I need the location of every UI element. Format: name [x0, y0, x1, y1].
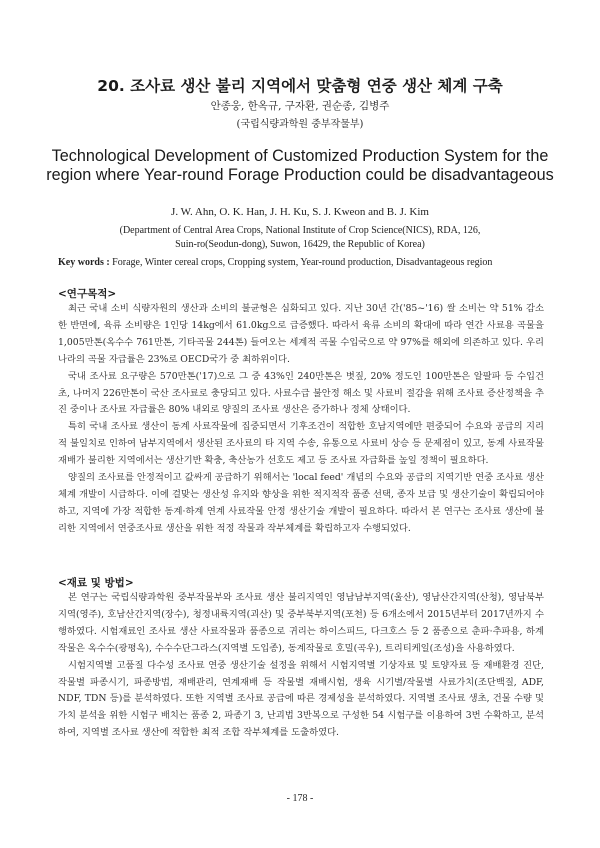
objective-body [58, 301, 544, 538]
korean-affiliation: (국립식량과학원 중부작물부) [236, 119, 364, 130]
english-title: Technological Development of Customized Production System for the region where Year-round Forage Production could be disadvantageous [46, 147, 554, 184]
english-affiliation-line1: (Department of Central Area Crops, National Institute of Crop Science(NICS), RDA, 126, [119, 225, 481, 236]
english-affiliation [60, 224, 540, 252]
objective-paragraph: 국내 조사료 요구량은 570만톤('17)으로 그 중 43%인 240만톤은 볏짚, 20% 정도인 100만톤은 알팔파 등 수입건초, 나머지 226만톤이 국산 조사료로 충당되고 있다. 사료수급 불안정 해소 및 사료비 절감을 위해 조사료 증산정책을 추진 중이나 조사료 자급률은 80% 내외로 양질의 조사료 생산은 증가하나 정체 상태이다. [58, 370, 544, 416]
objective-paragraph: 양질의 조사료를 안정적이고 값싸게 공급하기 위해서는 'local feed' 개념의 수요와 공급의 지역기반 연중 조사료 생산체계 개발이 시급하다. 이에 걸맞는 생산성 유지와 향상을 위한 적지적작 품종 선택, 종자 보급 및 생산기술이 확립되어야 하고, 지역에 가장 적합한 동계·하계 연계 사료작물 안정 생산기술 개발이 필요하다. 따라서 본 연구는 조사료 생산에 불리한 지역에서 연중조사료 생산을 위한 적정 작물과 작부체계를 확립하고자 수행되었다. [58, 472, 544, 534]
english-affiliation-line2: Suin-ro(Seodun-dong), Suwon, 16429, the Republic of Korea) [175, 239, 425, 250]
methods-body [58, 590, 544, 742]
keywords-label: Key words : [58, 257, 110, 268]
objective-paragraph: 최근 국내 소비 식량자원의 생산과 소비의 불균형은 심화되고 있다. 지난 30년 간('85~'16) 쌀 소비는 약 51% 감소한 반면에, 육류 소비량은 1인당 14kg에서 61.0kg으로 급증했다. 따라서 육류 소비의 확대에 따라 연간 사료용 곡물을 1,005만톤(옥수수 761만톤, 기타곡물 244톤) 들여오는 세계적 곡물 수입국으로 약 97%를 해외에 의존하고 있다. 우리나라의 곡물 자급률은 23%로 OECD국가 중 최하위이다. [58, 303, 544, 365]
methods-paragraph: 시험지역별 고품질 다수성 조사료 연중 생산기술 설정을 위해서 시험지역별 기상자료 및 토양자료 등 재배환경 진단, 작물별 파종시기, 파종방법, 재배관리, 연계재배 등 작물별 재배시험, 생육 시기별/작물별 사료가치(조단백질, ADF, NDF, TDN 등)를 분석하였다. 또한 지역별 조사료 공급에 따른 경제성을 분석하였다. 지역별 조사료 생초, 건물 수량 및 가치 분석을 위한 시험구 배치는 품종 2, 파종기 3, 난괴법 3반복으로 구성한 54 시험구를 이용하여 3번 수확하고, 분석하여, 지역별 조사료 생산에 적합한 최적 조합 작부체계를 도출하였다. [58, 659, 544, 739]
section-heading-objective: <연구목적> [58, 288, 117, 300]
methods-paragraph: 본 연구는 국립식량과학원 중부작물부와 조사료 생산 불리지역인 영남남부지역(울산), 영남산간지역(산청), 영남북부지역(영주), 호남산간지역(장수), 청정내륙지역(괴산) 및 중부북부지역(포천) 등 6개소에서 2015년부터 2017년까지 수행하였다. 시험재료인 조사료 생산 사료작물과 품종으로 귀리는 하이스피드, 다크호스 등 2 품종으로 춘파·추파용, 하계작물은 옥수수(광평옥), 수수수단그라스(지역별 도입종), 동계작물로 호밀(곡우), 트리티케일(조성)을 사용하였다. [58, 592, 544, 654]
objective-paragraph: 특히 국내 조사료 생산이 동계 사료작물에 집중되면서 기후조건이 적합한 호남지역에만 편중되어 수요와 공급의 지리적 불일치로 인하여 남부지역에서 생산된 조사료의 타 지역 수송, 유통으로 사료비 상승 등 문제점이 있고, 동계 사료작물 재배가 불리한 지역에서는 생산기반 확충, 축산농가 선호도 제고 등 조사료 자급화를 높일 정책이 필요하다. [58, 421, 544, 467]
keywords [58, 257, 548, 268]
korean-authors: 안종웅, 한옥규, 구자환, 권순종, 김병주 [210, 100, 390, 112]
section-heading-methods: <재료 및 방법> [58, 577, 134, 589]
keywords-text: Forage, Winter cereal crops, Cropping system, Year-round production, Disadvantageous region [109, 257, 493, 268]
page-number: - 178 - [286, 793, 314, 804]
english-authors: J. W. Ahn, O. K. Han, J. H. Ku, S. J. Kweon and B. J. Kim [171, 206, 429, 218]
korean-title: 20. 조사료 생산 불리 지역에서 맞춤형 연중 생산 체계 구축 [97, 77, 503, 95]
